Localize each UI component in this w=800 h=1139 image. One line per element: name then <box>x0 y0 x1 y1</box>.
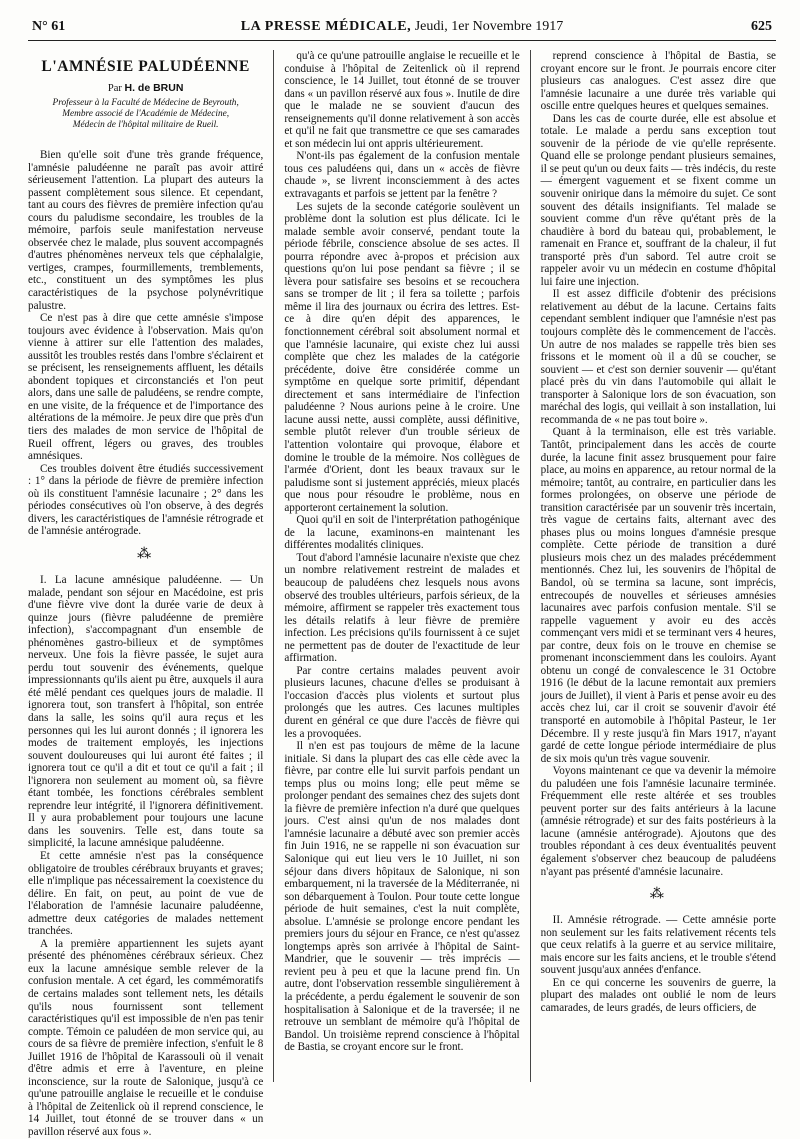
paragraph: Il est assez difficile d'obtenir des précisions relativement au début de la lacune. Certains faits cependant semblent indiquer que l'amnésie n'est pas toujours complète dès le commencement de l'accès. Un autre de nos malades se rappelle très bien ses frissons et le moment où il a dû se coucher, se souvient — et c'est son dernier souvenir — qu'étant placé près du vin dans l'automobile qui allait le transporter à Salonique lors de son évacuation, son maréchal des logis, qui veillait à son installation, lui recommanda de « ne pas tout boire ». <box>540 288 776 426</box>
paragraph: Et cette amnésie n'est pas la conséquence obligatoire de troubles cérébraux bruyants et graves; elle n'implique pas nécessairement la coexistence du délire. En fait, on peut, au point de vue de l'élaboration de l'amnésie lacunaire paludéenne, admettre deux catégories de malades nettement tranchées. <box>28 849 264 938</box>
paragraph: Voyons maintenant ce que va devenir la mémoire du paludéen une fois l'amnésie lacunaire terminée. Fréquemment elle reste altérée et ses troubles peuvent porter sur des faits antérieurs à la lacune (amnésie rétrograde) et sur des faits postérieurs à la lacune (amnésie antérograde). Ajoutons que des troubles répondant à ces deux éventualités peuvent également s'observer chez beaucoup de paludéens n'ayant pas présenté d'amnésie lacunaire. <box>540 765 776 878</box>
paragraph: Il n'en est pas toujours de même de la lacune initiale. Si dans la plupart des cas elle cède avec la fièvre, par contre elle lui survit parfois pendant un temps plus ou moins long; elle peut même se prolonger pendant des semaines chez des sujets dont la fièvre de première infection n'a duré que quelques jours. C'est ainsi qu'un de nos malades dont l'amnésie lacunaire a débuté avec son premier accès fin Juin 1916, ne se rappelle ni son évacuation sur Salonique qui eut lieu vers le 10 Juillet, ni son séjour dans divers hôpitaux de Salonique, ni son embarquement, ni la traversée de la Méditerranée, ni son débarquement à Toulon. Pour toute cette longue période de huit semaines, c'est la nuit complète, absolue. L'amnésie se prolonge encore pendant les premiers jours du séjour en France, ce n'est qu'assez longtemps après son arrivée à l'hôpital de Saint-Mandrier, que le souvenir — très imprécis — revient peu à peu et que la lacune prend fin. Un autre, dont l'observation ressemble singulièrement à la précédente, a perdu également le souvenir de son hospitalisation à Salonique et de la traversée; il ne retrouve un semblant de mémoire qu'à l'hôpital de Bandol. Un troisième reprend conscience à l'hôpital de Bastia, se croyant encore sur le front. <box>284 740 520 1054</box>
paragraph: Ces troubles doivent être étudiés successivement : 1° dans la période de fièvre de première infection où ils constituent l'amnésie lacunaire ; 2° dans les périodes consécutives où l'on observe, à des degrés divers, les caractéristiques de l'amnésie rétrograde et de l'amnésie antérograde. <box>28 462 264 538</box>
section-separator: ⁂ <box>137 546 155 562</box>
column-divider <box>530 50 531 1082</box>
paragraph: Quoi qu'il en soit de l'interprétation pathogénique de la lacune, examinons-en maintenant les différentes modalités cliniques. <box>284 514 520 552</box>
issue-number: N° 61 <box>32 19 66 34</box>
paragraph: Bien qu'elle soit d'une très grande fréquence, l'amnésie paludéenne ne paraît pas avoir attiré sérieusement l'attention. La plupart des auteurs la passent complètement sous silence. Et cependant, tant au cours des fièvres de première infection qu'au cours du paludisme secondaire, les troubles de la mémoire, parfois seule manifestation nerveuse observée chez le malade, plus souvent accompagnés d'autres phénomènes nerveux tels que céphalalgie, vertiges, crampes, fourmillements, tremblements, etc., constituent un des symptômes les plus caractéristiques de la psychose polynévritique palustre. <box>28 149 264 312</box>
article-columns <box>28 50 776 1139</box>
paragraph: I. La lacune amnésique paludéenne. — Un malade, pendant son séjour en Macédoine, est pris d'une fièvre vive dont la durée varie de deux à quinze jours (fièvre paludéenne de première infection), s'accompagnant d'un ensemble de phénomènes gastro-bilieux et de symptômes nerveux. Une fois la fièvre passée, le sujet aura perdu tout souvenir des événements, quelque impressionnants qu'ils aient pu être, auxquels il aura été mêlé pendant ces quelques jours de maladie. Il ignorera tout, son transfert à l'hôpital, son entrée dans la salle, les soins qu'il aura reçus et les personnes qui les lui auront donnés ; il ignorera les modes de traitement employés, les injections souvent douloureuses qui lui auront été faites ; il ignorera tout ce qu'il a dit et tout ce qu'il a fait ; il l'ignorera non seulement au moment où, sa fièvre étant tombée, les fonctions cérébrales semblent reprendre leur intégrité, il l'ignorera définitivement. Il y aura probablement pour toujours une lacune dans les souvenirs. Telle est, dans toute sa simplicité, la lacune amnésique paludéenne. <box>28 573 264 850</box>
paragraph: II. Amnésie rétrograde. — Cette amnésie porte non seulement sur les faits relativement récents tels que ceux relatifs à la guerre et au service militaire, mais encore sur les faits anciens, et le trouble s'étend souvent jusqu'aux années d'enfance. <box>540 914 776 977</box>
column-3 <box>541 50 776 1082</box>
paragraph: Ce n'est pas à dire que cette amnésie s'impose toujours avec évidence à l'observation. Mais qu'on vienne à attirer sur elle l'attention des malades, aussitôt les troubles restés dans l'ombre s'éclairent et se précisent, les renseignements affluent, les détails abondent topiques et circonstanciés et l'on peut alors, dans une salle de paludéens, se rendre compte, en une visite, de la fréquence et de l'importance des altérations de la mémoire. Je peux dire que près d'un tiers des malades de mon service de l'hôpital de Rueil offrent, légers ou graves, des troubles amnésiques. <box>28 312 264 463</box>
author-affiliation-3: Médecin de l'hôpital militaire de Rueil. <box>72 120 219 130</box>
author-affiliation-2: Membre associé de l'Académie de Médecine, <box>62 109 230 119</box>
paragraph: Les sujets de la seconde catégorie soulèvent un problème dont la solution est plus délicate. Ici le malade semble avoir conservé, pendant toute la période fébrile, conscience absolue de ses actes. Il pourra répondre avec à-propos et précision aux questions qu'on lui pose pendant sa fièvre ; il se lèvera pour satisfaire ses besoins et se recouchera sans se tromper de lit ; il fera sa toilette ; parfois même il lira des journaux ou écrira des lettres. Est-ce à dire qu'en dépit des apparences, le fonctionnement cérébral soit absolument normal et que l'amnésie lacunaire, qui existe chez lui aussi complète que chez les malades de la catégorie précédente, doive être considérée comme un symptôme en quelque sorte primitif, dépendant directement et sans intermédiaire de l'infection paludéenne ? Nous aurions peine à le croire. Une lacune aussi nette, aussi complète, aussi définitive, semble plutôt relever d'un trouble sérieux de l'attention volontaire qui provoque, élabore et domine le trouble de la mémoire. Nos collègues de l'armée d'Orient, dont les beaux travaux sur le paludisme sont si justement appréciés, mieux placés que nous pour résoudre le problème, nous en apporteront certainement la solution. <box>284 200 520 514</box>
masthead <box>28 19 776 35</box>
issue-date: Jeudi, 1er Novembre 1917 <box>414 19 564 34</box>
author-name: H. de BRUN <box>124 82 184 94</box>
author-affiliation-1: Professeur à la Faculté de Médecine de Beyrouth, <box>52 98 239 108</box>
column-1 <box>28 50 264 1139</box>
article-title: L'AMNÉSIE PALUDÉENNE <box>41 58 250 75</box>
paragraph: Quant à la terminaison, elle est très variable. Tantôt, principalement dans les accès de courte durée, la lacune finit assez brusquement pour faire place, au moins en apparence, au retour normal de la mémoire; tantôt, au contraire, en particulier dans les formes prolongées, on observe une période de transition caractérisée par un souvenir très incertain, très vague de certains faits, alternant avec des phases plus ou moins longues d'amnésie presque complète. Cette période de transition a duré plusieurs mois chez un des malades précédemment mentionnés. Chez lui, les souvenirs de l'hôpital de Bandol, où se termina sa lacune, sont imprécis, entrecoupés de nouvelles et sérieuses amnésies lacunaires avec parfois confusion mentale. S'il se rappelle vaguement y avoir eu des accès commençant vers midi et se terminant vers 4 heures, par contre, deux fois on le trouve en chemise se promenant inconsciemment dans les couloirs. Ayant obtenu un congé de convalescence le 31 Octobre 1916 (le début de la lacune remontait aux premiers jours de Juillet), il vient à Paris et pense avoir eu des accès chez lui, car il croit se souvenir d'avoir été transporté en automobile à l'hôpital Pasteur, le 1er Décembre. Il y reste jusqu'à fin Mars 1917, n'ayant gardé de cette longue période intermédiaire de plus de six mois qu'un très vague souvenir. <box>540 426 776 765</box>
paragraph: qu'à ce qu'une patrouille anglaise le recueille et le conduise à l'hôpital de Zeitenlick où il reprend conscience, le 14 Juillet, tout étonné de se trouver dans « un pavillon réservé aux fous ». Inutile de dire que le malade ne se souvient d'aucun des renseignements qu'il donne relativement à son accès et qu'il ne fait que transmettre ce que ses camarades et son médecin lui ont appris ultérieurement. <box>284 50 520 150</box>
paragraph: Dans les cas de courte durée, elle est absolue et totale. Le malade a perdu sans exception tout souvenir de la période de vie qu'elle représente. Quand elle se prolonge pendant plusieurs semaines, il se peut qu'un ou deux faits — très indécis, du reste — émergent vaguement et se fixent comme un souvenir onirique dans la mémoire du sujet. Ce sont souvent des détails insignifiants. Tel malade se souvient comme d'un rêve qu'étant près de la chaudière à bord du bateau qui, probablement, le ramenait en France et, souffrant de la chaleur, il fut transporté près d'un sabord. Tel autre croit se rappeler avoir vu un médecin en costume d'hôpital lui faire une injection. <box>540 112 776 288</box>
page-number: 625 <box>751 19 772 34</box>
paragraph: En ce qui concerne les souvenirs de guerre, la plupart des malades ont oublié le nom de leurs camarades, de leurs gradés, de leurs officiers, de <box>540 976 776 1014</box>
author-line <box>28 82 263 95</box>
paragraph: reprend conscience à l'hôpital de Bastia, se croyant encore sur le front. Je pourrais encore citer plusieurs cas analogues. C'est assez dire que l'amnésie lacunaire a une durée très variable qui oscille entre quelques heures et quelques semaines. <box>540 50 776 113</box>
author-prefix: Par <box>107 83 122 94</box>
column-2 <box>284 50 519 1082</box>
section-separator: ⁂ <box>649 887 667 903</box>
paragraph: A la première appartiennent les sujets ayant présenté des phénomènes cérébraux sérieux. Chez eux la lacune amnésique semble relever de la confusion mentale. A cet égard, les commémoratifs de certains malades sont tellement nets, les détails qu'ils nous fournissent sont tellement caractéristiques qu'il est impossible de n'en pas tenir compte. Témoin ce paludéen de mon service qui, au cours de sa fièvre de première infection, s'enfuit le 8 Juillet 1916 de l'hôpital de Karassouli où il venait d'être admis et erre à l'aventure, en pleine inconscience, sur la route de Salonique, jusqu'à ce qu'une patrouille anglaise le recueille et le conduise à l'hôpital de Zeitenlick où il reprend conscience, le 14 Juillet, tout étonné de se trouver dans « un pavillon réservé aux fous ». <box>28 937 264 1139</box>
column-divider <box>273 50 274 1082</box>
paragraph: N'ont-ils pas également de la confusion mentale tous ces paludéens qui, dans un « accès de fièvre chaude », se livrent inconsciemment à des actes extravagants et parfois se jettent par la fenêtre ? <box>284 150 520 201</box>
page-header <box>28 18 776 41</box>
paragraph: Par contre certains malades peuvent avoir plusieurs lacunes, chacune d'elles se produisant à l'occasion d'accès plus violents et surtout plus prolongés que les autres. Ces lacunes multiples durent en général ce que dure l'accès de fièvre qui les a provoquées. <box>284 664 520 740</box>
journal-name: LA PRESSE MÉDICALE, <box>240 19 412 34</box>
article-heading <box>28 58 263 131</box>
paragraph: Tout d'abord l'amnésie lacunaire n'existe que chez un nombre relativement restreint de malades et beaucoup de paludéens chez lesquels nous avons observé des troubles ultérieurs, parfois sérieux, de la mémoire, affirment se rappeler très exactement tous les détails relatifs à leur fièvre de première infection. Les précisions qu'ils fournissent à ce sujet ne permettent pas de douter de l'exactitude de leur affirmation. <box>284 551 520 665</box>
